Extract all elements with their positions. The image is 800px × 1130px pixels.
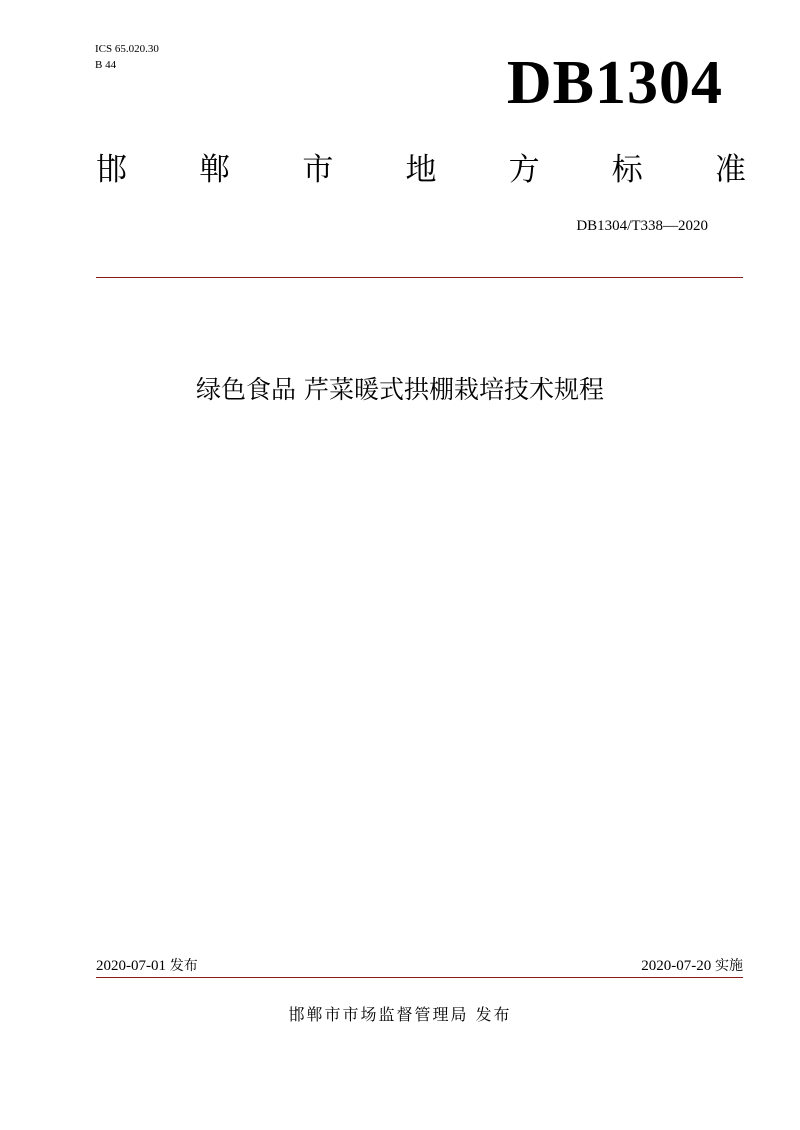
standard-brand: DB1304 (506, 49, 723, 117)
standard-type-char: 标 (611, 152, 643, 188)
top-divider (96, 277, 743, 278)
bottom-divider (96, 977, 743, 978)
release-label: 发布 (169, 958, 198, 974)
standard-type-char: 郸 (199, 152, 231, 188)
standard-type-char: 市 (302, 152, 334, 188)
release-date-value: 2020-07-01 (96, 958, 166, 974)
standard-type-heading (96, 150, 746, 190)
classification-codes (95, 41, 159, 73)
standard-type-char: 准 (714, 152, 746, 188)
standard-type-char: 方 (508, 152, 540, 188)
standard-type-char: 邯 (96, 152, 127, 188)
release-date (96, 956, 198, 976)
issuing-authority: 邯郸市市场监督管理局 发布 (288, 1005, 512, 1024)
standard-type-char: 地 (405, 152, 437, 188)
document-title: 绿色食品 芹菜暖式拱棚栽培技术规程 (196, 375, 604, 404)
implement-label: 实施 (715, 958, 743, 974)
implement-date (641, 956, 743, 976)
ics-code: ICS 65.020.30 (95, 43, 159, 55)
ccs-code: B 44 (95, 59, 117, 71)
standard-number: DB1304/T338—2020 (576, 218, 708, 234)
implement-date-value: 2020-07-20 (641, 958, 712, 974)
